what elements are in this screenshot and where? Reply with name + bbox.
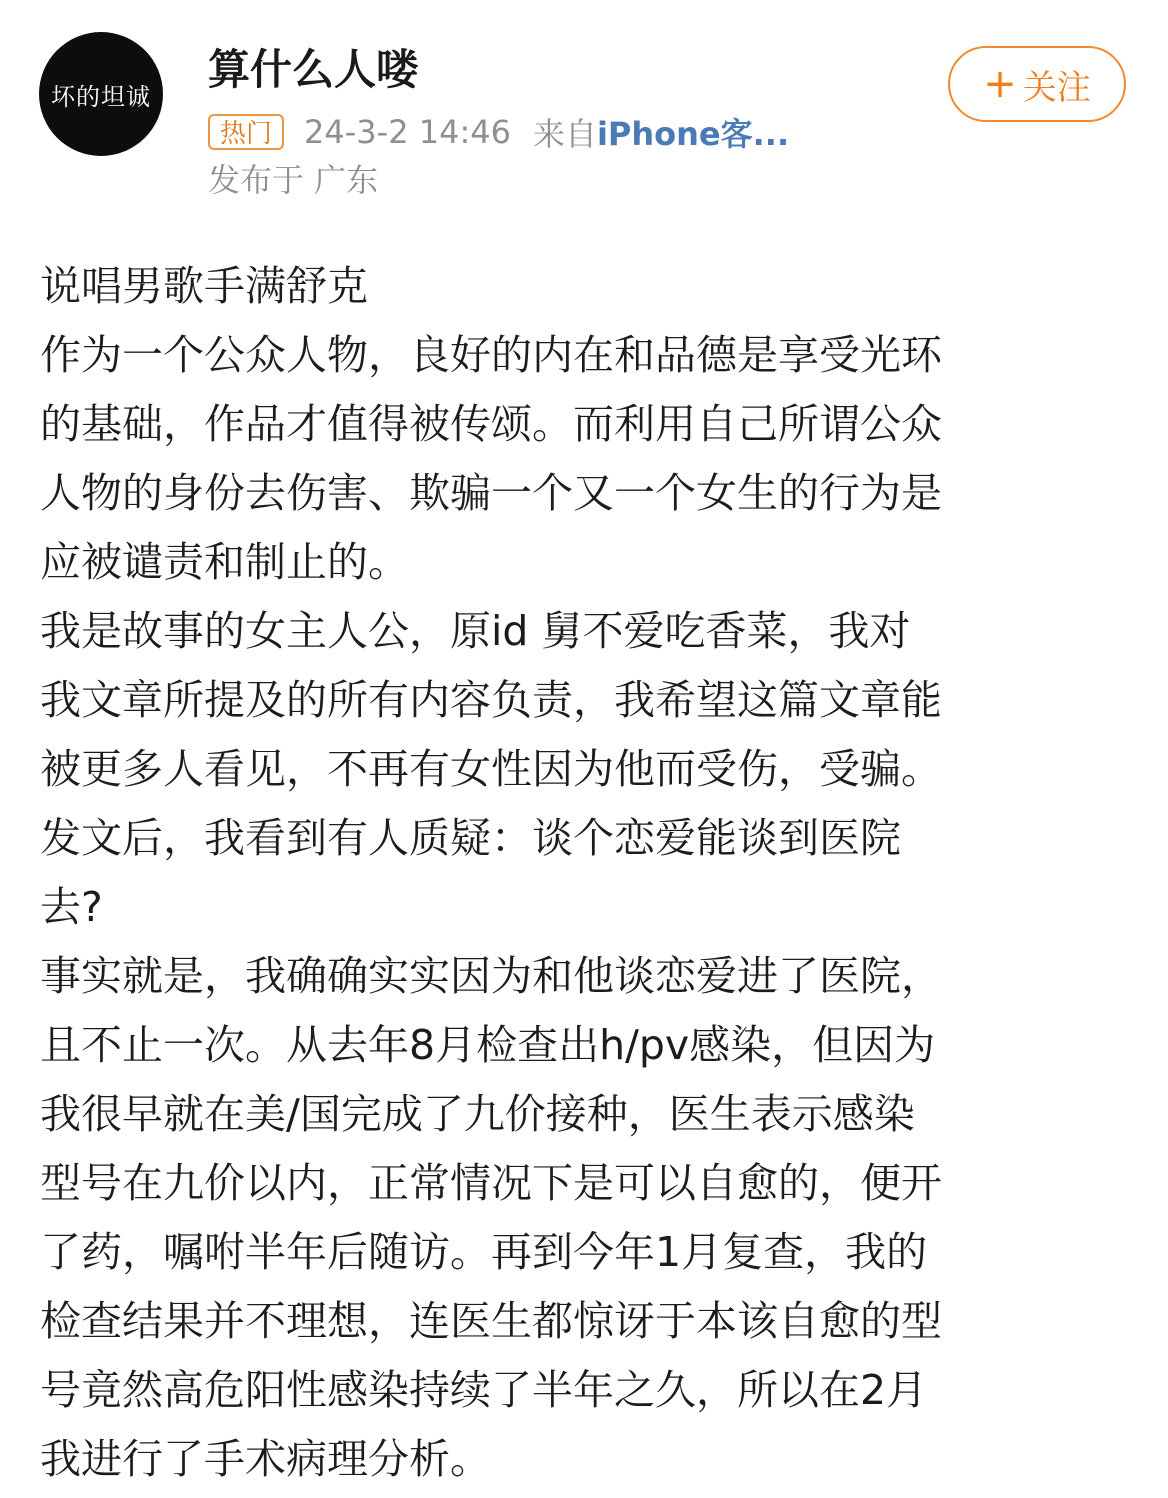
follow-button[interactable]	[948, 46, 1126, 122]
post-body	[40, 252, 1126, 1494]
post-text-line: 的基础，作品才值得被传颂。而利用自己所谓公众	[40, 400, 942, 448]
post-text-line: 应被谴责和制止的。	[40, 538, 409, 586]
post-header	[0, 0, 1168, 230]
post-text-line: 被更多人看见，不再有女性因为他而受伤，受骗。	[40, 745, 942, 793]
post-text-line: 我进行了手术病理分析。	[40, 1435, 491, 1483]
post-text-line: 我文章所提及的所有内容负责，我希望这篇文章能	[40, 676, 942, 724]
post-text-line: 去?	[40, 883, 103, 931]
post-text-line: 发文后，我看到有人质疑：谈个恋爱能谈到医院	[40, 814, 901, 862]
post-meta-row	[208, 110, 789, 154]
post-text-line: 我是故事的女主人公，原id 舅不爱吃香菜，我对	[40, 607, 911, 655]
post-text-line: 作为一个公众人物，良好的内在和品德是享受光环	[40, 331, 942, 379]
post-text-line: 事实就是，我确确实实因为和他谈恋爱进了医院，	[40, 952, 942, 1000]
avatar[interactable]	[39, 32, 163, 156]
username[interactable]: 算什么人喽	[208, 45, 419, 94]
hot-badge: 热门	[208, 114, 284, 150]
source-prefix: 来自	[532, 115, 597, 153]
post-time: 24-3-2 14:46	[304, 113, 511, 151]
post-text-line: 了药，嘱咐半年后随访。再到今年1月复查，我的	[40, 1228, 928, 1276]
plus-icon: +	[983, 61, 1017, 107]
post-text-line: 型号在九价以内，正常情况下是可以自愈的，便开	[40, 1159, 942, 1207]
post-text-line: 检查结果并不理想，连医生都惊讶于本该自愈的型	[40, 1297, 942, 1345]
source-device-link[interactable]: iPhone客...	[596, 115, 790, 153]
post-text-line: 说唱男歌手满舒克	[40, 262, 368, 310]
follow-label: 关注	[1022, 67, 1091, 108]
post-text-line: 人物的身份去伤害、欺骗一个又一个女生的行为是	[40, 469, 942, 517]
post-text-line: 号竟然高危阳性感染持续了半年之久，所以在2月	[40, 1366, 928, 1414]
avatar-text: 坏的坦诚	[51, 82, 151, 111]
post-text-line: 且不止一次。从去年8月检查出h/pv感染，但因为	[40, 1021, 936, 1069]
post-text-line: 我很早就在美/国完成了九价接种，医生表示感染	[40, 1090, 915, 1138]
post-location: 发布于 广东	[208, 161, 379, 199]
